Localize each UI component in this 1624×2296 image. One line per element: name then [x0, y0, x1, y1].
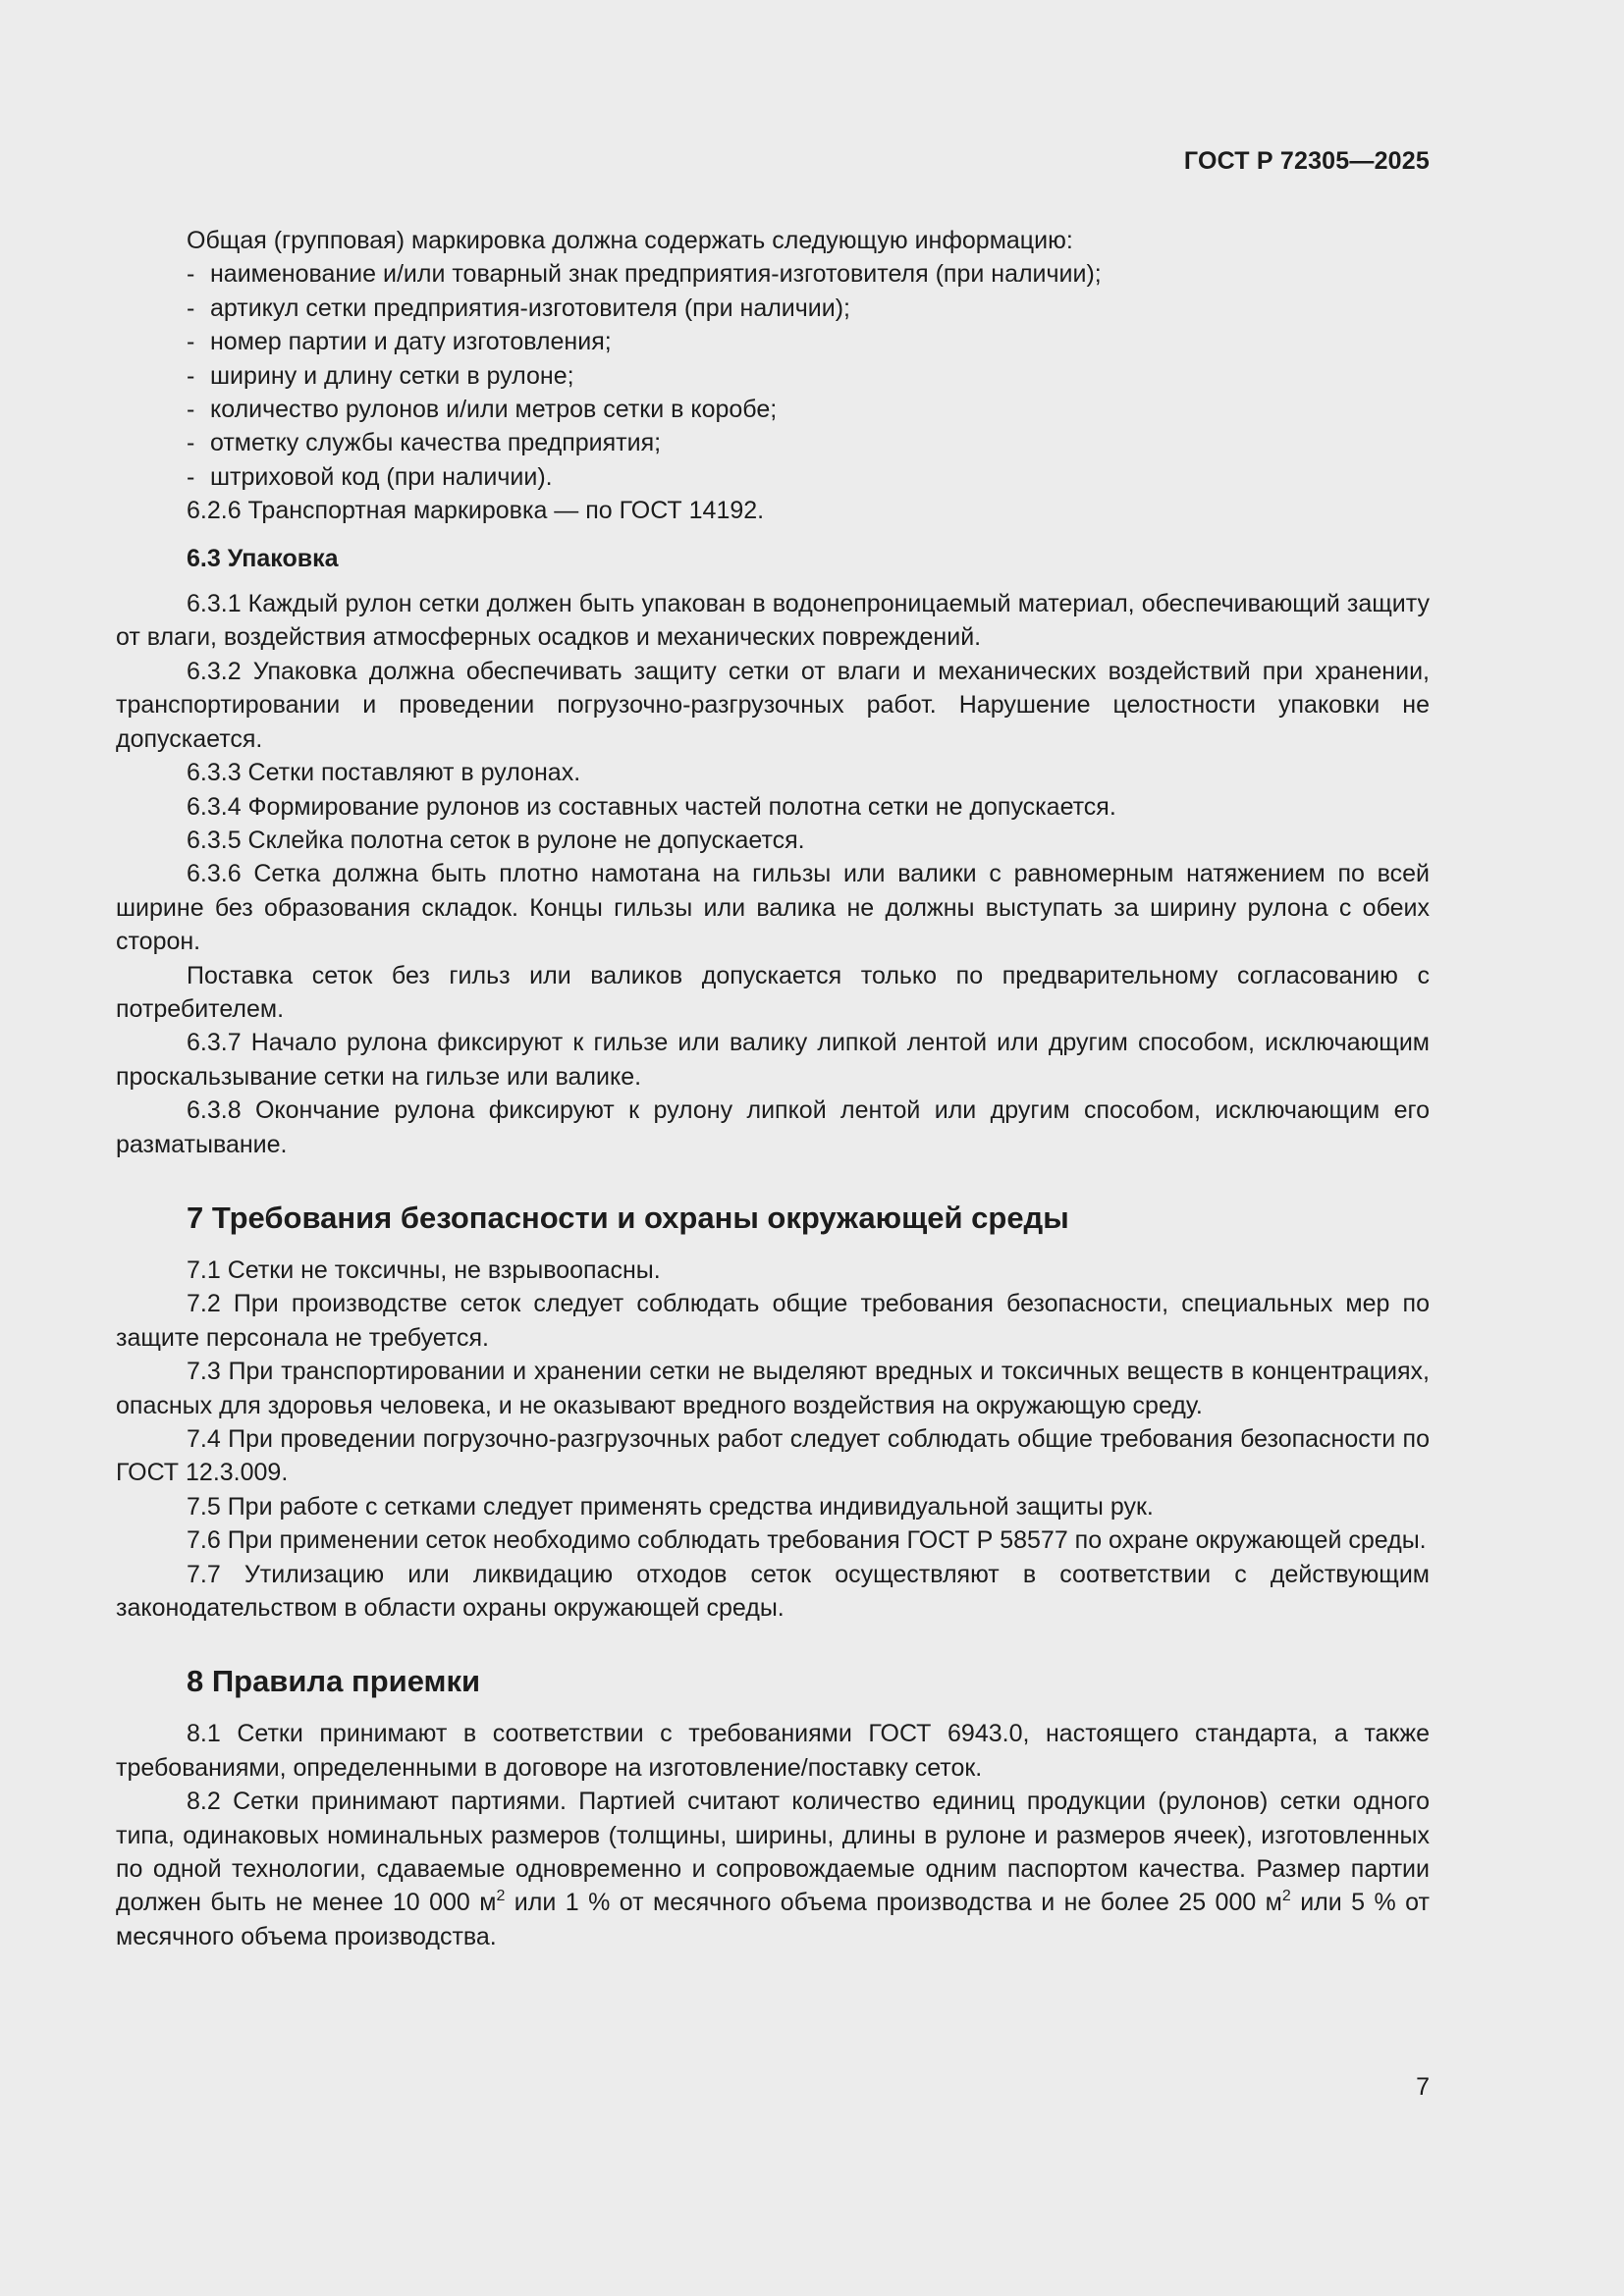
paragraph: 6.3.6 Сетка должна быть плотно намотана на гильзы или валики с равномерным натяжением по всей ширине без образования складок. Концы гильзы или валика не должны выступать за ширину рулона с обеих сторон.: [116, 860, 1430, 956]
list-item: - количество рулонов и/или метров сетки в коробе;: [187, 396, 778, 424]
paragraph-8-2: 8.2 Сетки принимают партиями. Партией считают количество единиц продукции (рулонов) сетки одного типа, одинаковых номинальных размеров (толщины, ширины, длины в рулоне и размеров ячеек), изготовленных по одной технологии, сдаваемые одновременно и сопровождаемые одним паспортом качества. Размер партии должен быть не менее 10 000 $м^2$ или 1 % от месячного объема производства и не более 25 000 $м^2$ или 5 % от месячного объема производства.: [116, 1788, 1430, 1950]
document-code: ГОСТ Р 72305—2025: [1183, 147, 1430, 175]
section-8-title: 8 Правила приемки: [187, 1664, 481, 1699]
superscript: 2: [1281, 1888, 1291, 1905]
paragraph: 7.5 При работе с сетками следует применять средства индивидуальной защиты рук.: [187, 1492, 1154, 1521]
paragraph: 6.3.3 Сетки поставляют в рулонах.: [187, 759, 581, 787]
paragraph: 6.3.2 Упаковка должна обеспечивать защиту сетки от влаги и механических воздействий при хранении, транспортировании и проведении погрузочно-разгрузочных работ. Нарушение целостности упаковки не допускается.: [116, 657, 1430, 753]
section-6-3-title: 6.3 Упаковка: [187, 544, 339, 572]
paragraph: 7.6 При применении сеток необходимо соблюдать требования ГОСТ Р 58577 по охране окружающей среды.: [187, 1526, 1427, 1555]
page-number: 7: [1416, 2073, 1430, 2101]
paragraph: 6.3.4 Формирование рулонов из составных частей полотна сетки не допускается.: [187, 792, 1116, 821]
list-item: - ширину и длину сетки в рулоне;: [187, 361, 574, 390]
marking-intro: Общая (групповая) маркировка должна содержать следующую информацию:: [187, 227, 1073, 254]
list-item: - наименование и/или товарный знак предприятия-изготовителя (при наличии);: [187, 260, 1102, 289]
paragraph-8-1: 8.1 Сетки принимают в соответствии с требованиями ГОСТ 6943.0, настоящего стандарта, а также требованиями, определенными в договоре на изготовление/поставку сеток.: [116, 1720, 1430, 1782]
paragraph: 6.3.8 Окончание рулона фиксируют к рулону липкой лентой или другим способом, исключающим его разматывание.: [116, 1096, 1430, 1158]
paragraph: 6.3.7 Начало рулона фиксируют к гильзе или валику липкой лентой или другим способом, исключающим проскальзывание сетки на гильзе или валике.: [116, 1029, 1430, 1091]
paragraph: 7.1 Сетки не токсичны, не взрывоопасны.: [187, 1255, 661, 1284]
paragraph: Поставка сеток без гильз или валиков допускается только по предварительному согласованию с потребителем.: [116, 961, 1430, 1023]
list-item: - номер партии и дату изготовления;: [187, 328, 612, 356]
document-body: [116, 224, 1430, 1953]
paragraph: 7.7 Утилизацию или ликвидацию отходов сеток осуществляют в соответствии с действующим законодательством в области охраны окружающей среды.: [116, 1560, 1430, 1623]
paragraph: 7.3 При транспортировании и хранении сетки не выделяют вредных и токсичных веществ в концентрациях, опасных для здоровья человека, и не оказывают вредного воздействия на окружающую среду.: [116, 1358, 1430, 1419]
marking-list: [116, 257, 1430, 494]
paragraph: 7.2 При производстве сеток следует соблюдать общие требования безопасности, специальных мер по защите персонала не требуется.: [116, 1290, 1430, 1352]
superscript: 2: [496, 1888, 506, 1905]
list-item: - артикул сетки предприятия-изготовителя (при наличии);: [187, 294, 851, 322]
list-item: - штриховой код (при наличии).: [187, 462, 553, 491]
paragraph: 6.3.5 Склейка полотна сеток в рулоне не допускается.: [187, 826, 805, 854]
paragraph-6-2-6: 6.2.6 Транспортная маркировка — по ГОСТ 14192.: [187, 497, 765, 525]
list-item: - отметку службы качества предприятия;: [187, 429, 662, 457]
paragraph: 6.3.1 Каждый рулон сетки должен быть упакован в водонепроницаемый материал, обеспечивающий защиту от влаги, воздействия атмосферных осадков и механических повреждений.: [116, 590, 1430, 652]
paragraph: 7.4 При проведении погрузочно-разгрузочных работ следует соблюдать общие требования безопасности по ГОСТ 12.3.009.: [116, 1425, 1430, 1487]
section-7-title: 7 Требования безопасности и охраны окружающей среды: [187, 1200, 1069, 1235]
